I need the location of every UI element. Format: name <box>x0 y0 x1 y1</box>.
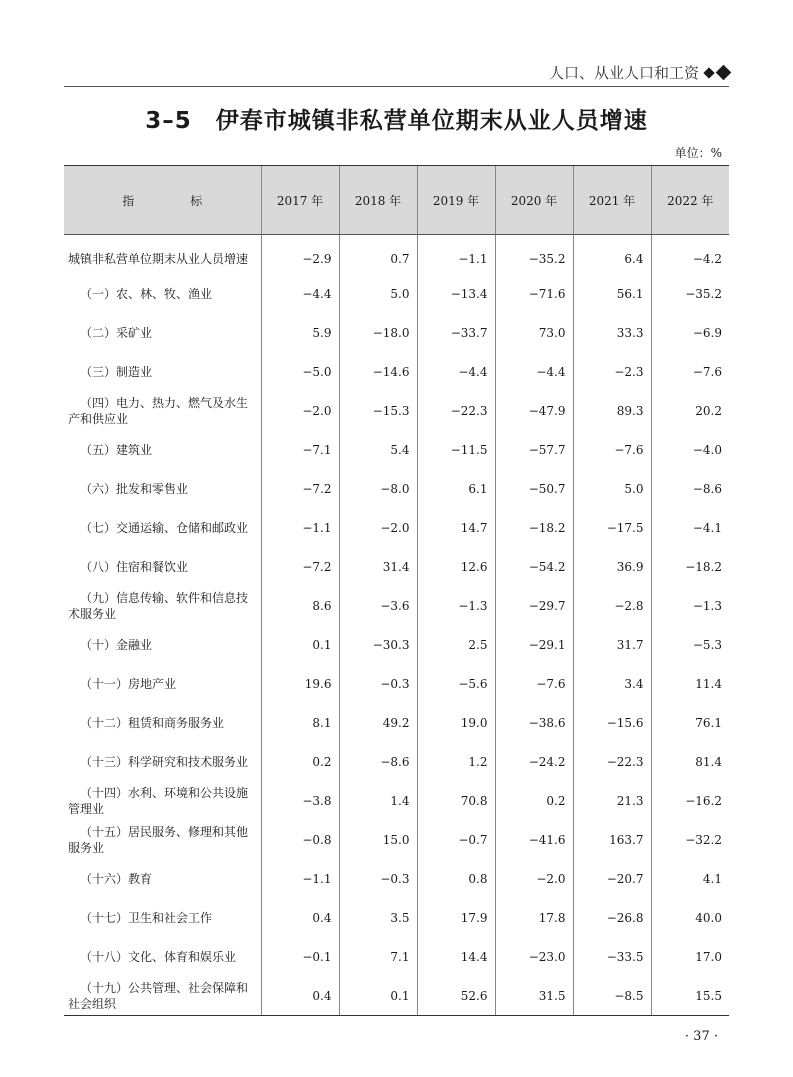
row-label: （十七）卫生和社会工作 <box>80 910 213 925</box>
column-header-2020: 2020 年 <box>495 166 573 235</box>
column-header-2021: 2021 年 <box>573 166 651 235</box>
table-row <box>64 274 729 313</box>
table-cell: −35.2 <box>651 274 729 313</box>
table-row <box>64 664 729 703</box>
table-row <box>64 703 729 742</box>
table-cell: −13.4 <box>417 274 495 313</box>
table-cell: −57.7 <box>495 430 573 469</box>
row-label: （十五）居民服务、修理和其他服务业 <box>68 824 249 855</box>
table-cell: −5.3 <box>651 625 729 664</box>
table-cell: 0.4 <box>261 898 339 937</box>
table-cell: 73.0 <box>495 313 573 352</box>
table-cell: 14.7 <box>417 508 495 547</box>
row-label: （六）批发和零售业 <box>80 481 189 496</box>
table-cell: 0.4 <box>261 976 339 1016</box>
table-cell: 89.3 <box>573 391 651 430</box>
table-cell: −20.7 <box>573 859 651 898</box>
table-cell: −18.0 <box>339 313 417 352</box>
table-row <box>64 820 729 859</box>
table-cell: 0.1 <box>261 625 339 664</box>
row-label: （十九）公共管理、社会保障和社会组织 <box>64 976 261 1016</box>
table-cell: −50.7 <box>495 469 573 508</box>
table-cell: 6.4 <box>573 235 651 275</box>
table-cell: 14.4 <box>417 937 495 976</box>
table-cell: 8.1 <box>261 703 339 742</box>
table-cell: 52.6 <box>417 976 495 1016</box>
table-cell: 7.1 <box>339 937 417 976</box>
column-header-2017: 2017 年 <box>261 166 339 235</box>
table-row <box>64 781 729 820</box>
column-header-2018: 2018 年 <box>339 166 417 235</box>
table-cell: −2.9 <box>261 235 339 275</box>
table-cell: −3.8 <box>261 781 339 820</box>
table-cell: −26.8 <box>573 898 651 937</box>
table-cell: 5.0 <box>573 469 651 508</box>
table-cell: −7.6 <box>495 664 573 703</box>
data-table <box>64 165 729 1016</box>
table-cell: −7.2 <box>261 547 339 586</box>
table-cell: 0.2 <box>495 781 573 820</box>
table-cell: 17.8 <box>495 898 573 937</box>
table-cell: −22.3 <box>417 391 495 430</box>
table-cell: −7.6 <box>573 430 651 469</box>
table-cell: −18.2 <box>495 508 573 547</box>
table-cell: 15.0 <box>339 820 417 859</box>
table-row <box>64 742 729 781</box>
table-cell: −47.9 <box>495 391 573 430</box>
table-cell: −8.0 <box>339 469 417 508</box>
table-cell: 5.4 <box>339 430 417 469</box>
row-label: （二）采矿业 <box>80 325 153 340</box>
table-cell: −38.6 <box>495 703 573 742</box>
table-cell: −0.3 <box>339 664 417 703</box>
row-label: （十）金融业 <box>80 637 153 652</box>
table-cell: −6.9 <box>651 313 729 352</box>
table-cell: 0.8 <box>417 859 495 898</box>
table-cell: −54.2 <box>495 547 573 586</box>
column-header-2022: 2022 年 <box>651 166 729 235</box>
table-cell: −15.3 <box>339 391 417 430</box>
table-cell: 5.0 <box>339 274 417 313</box>
table-cell: 11.4 <box>651 664 729 703</box>
table-cell: −1.3 <box>651 586 729 625</box>
table-cell: 0.2 <box>261 742 339 781</box>
table-cell: −29.1 <box>495 625 573 664</box>
table-row <box>64 625 729 664</box>
table-cell: 0.1 <box>339 976 417 1016</box>
row-label: （十二）租赁和商务服务业 <box>80 715 225 730</box>
column-header-indicator: 指 标 <box>64 166 261 235</box>
table-cell: −4.1 <box>651 508 729 547</box>
table-cell: 31.7 <box>573 625 651 664</box>
table-row <box>64 898 729 937</box>
table-cell: −33.7 <box>417 313 495 352</box>
table-cell: 17.9 <box>417 898 495 937</box>
table-cell: 1.4 <box>339 781 417 820</box>
row-label: （十八）文化、体育和娱乐业 <box>80 949 237 964</box>
table-cell: 81.4 <box>651 742 729 781</box>
table-cell: −11.5 <box>417 430 495 469</box>
table-cell: −1.1 <box>261 508 339 547</box>
running-header: 人口、从业人口和工资 <box>548 64 699 82</box>
table-cell: −7.1 <box>261 430 339 469</box>
table-cell: −2.3 <box>573 352 651 391</box>
table-cell: −1.3 <box>417 586 495 625</box>
table-row <box>64 586 729 625</box>
table-cell: −4.2 <box>651 235 729 275</box>
table-cell: −14.6 <box>339 352 417 391</box>
table-cell: −32.2 <box>651 820 729 859</box>
table-cell: −4.4 <box>261 274 339 313</box>
table-cell: 20.2 <box>651 391 729 430</box>
table-cell: −4.4 <box>417 352 495 391</box>
table-cell: −0.1 <box>261 937 339 976</box>
table-header-row <box>64 166 729 235</box>
table-row <box>64 352 729 391</box>
row-label: （五）建筑业 <box>80 442 153 457</box>
row-label: （一）农、林、牧、渔业 <box>80 286 213 301</box>
table-cell: −8.5 <box>573 976 651 1016</box>
table-cell: 3.5 <box>339 898 417 937</box>
table-cell: −7.2 <box>261 469 339 508</box>
table-cell: −22.3 <box>573 742 651 781</box>
table-cell: −1.1 <box>417 235 495 275</box>
table-cell: 12.6 <box>417 547 495 586</box>
table-cell: −5.6 <box>417 664 495 703</box>
row-label: （十三）科学研究和技术服务业 <box>80 754 249 769</box>
table-cell: −2.8 <box>573 586 651 625</box>
diamond-ornament-icon <box>703 66 733 80</box>
table-cell: −33.5 <box>573 937 651 976</box>
table-cell: 4.1 <box>651 859 729 898</box>
table-cell: −41.6 <box>495 820 573 859</box>
table-cell: 19.0 <box>417 703 495 742</box>
table-cell: 21.3 <box>573 781 651 820</box>
table-cell: 49.2 <box>339 703 417 742</box>
table-cell: −7.6 <box>651 352 729 391</box>
table-cell: 8.6 <box>261 586 339 625</box>
table-cell: −15.6 <box>573 703 651 742</box>
table-cell: 31.4 <box>339 547 417 586</box>
table-cell: −8.6 <box>339 742 417 781</box>
table-cell: −0.7 <box>417 820 495 859</box>
unit-label: 单位：% <box>674 146 722 160</box>
table-cell: −23.0 <box>495 937 573 976</box>
table-row <box>64 508 729 547</box>
table-cell: 36.9 <box>573 547 651 586</box>
row-label: （十六）教育 <box>80 871 153 886</box>
row-label: （十四）水利、环境和公共设施管理业 <box>68 785 249 816</box>
table-cell: −24.2 <box>495 742 573 781</box>
table-cell: 19.6 <box>261 664 339 703</box>
table-cell: 2.5 <box>417 625 495 664</box>
table-cell: −0.8 <box>261 820 339 859</box>
table-cell: 33.3 <box>573 313 651 352</box>
table-row <box>64 469 729 508</box>
table-row <box>64 313 729 352</box>
row-label: （三）制造业 <box>80 364 153 379</box>
row-label: （四）电力、热力、燃气及水生产和供应业 <box>68 395 249 426</box>
table-row <box>64 430 729 469</box>
table-cell: −30.3 <box>339 625 417 664</box>
table-cell: −29.7 <box>495 586 573 625</box>
table-cell: −2.0 <box>339 508 417 547</box>
table-row <box>64 859 729 898</box>
table-cell: −2.0 <box>495 859 573 898</box>
row-label: （七）交通运输、仓储和邮政业 <box>80 520 249 535</box>
table-cell: −8.6 <box>651 469 729 508</box>
table-cell: 5.9 <box>261 313 339 352</box>
table-cell: 76.1 <box>651 703 729 742</box>
table-cell: 40.0 <box>651 898 729 937</box>
page-number: · 37 · <box>684 1029 718 1044</box>
table-cell: −16.2 <box>651 781 729 820</box>
table-cell: 3.4 <box>573 664 651 703</box>
table-cell: 6.1 <box>417 469 495 508</box>
table-cell: 15.5 <box>651 976 729 1016</box>
row-label: （九）信息传输、软件和信息技术服务业 <box>68 590 249 621</box>
table-cell: −71.6 <box>495 274 573 313</box>
row-label: （八）住宿和餐饮业 <box>80 559 189 574</box>
table-row <box>64 547 729 586</box>
table-row <box>64 391 729 430</box>
table-cell: 17.0 <box>651 937 729 976</box>
page-title: 3–5 伊春市城镇非私营单位期末从业人员增速 <box>145 108 648 134</box>
table-cell: −17.5 <box>573 508 651 547</box>
table-cell: −4.4 <box>495 352 573 391</box>
table-cell: −5.0 <box>261 352 339 391</box>
table-cell: −2.0 <box>261 391 339 430</box>
table-cell: −3.6 <box>339 586 417 625</box>
table-cell: −0.3 <box>339 859 417 898</box>
table-cell: 1.2 <box>417 742 495 781</box>
table-cell: 56.1 <box>573 274 651 313</box>
table-row <box>64 235 729 275</box>
header-rule <box>64 86 729 87</box>
table-cell: 163.7 <box>573 820 651 859</box>
table-row <box>64 937 729 976</box>
table-cell: 31.5 <box>495 976 573 1016</box>
table-cell: −18.2 <box>651 547 729 586</box>
row-label: （十一）房地产业 <box>80 676 177 691</box>
table-cell: −1.1 <box>261 859 339 898</box>
row-label: 城镇非私营单位期末从业人员增速 <box>68 251 249 266</box>
table-cell: −35.2 <box>495 235 573 275</box>
table-row <box>64 976 729 1016</box>
table-cell: −4.0 <box>651 430 729 469</box>
table-cell: 70.8 <box>417 781 495 820</box>
column-header-2019: 2019 年 <box>417 166 495 235</box>
table-cell: 0.7 <box>339 235 417 275</box>
